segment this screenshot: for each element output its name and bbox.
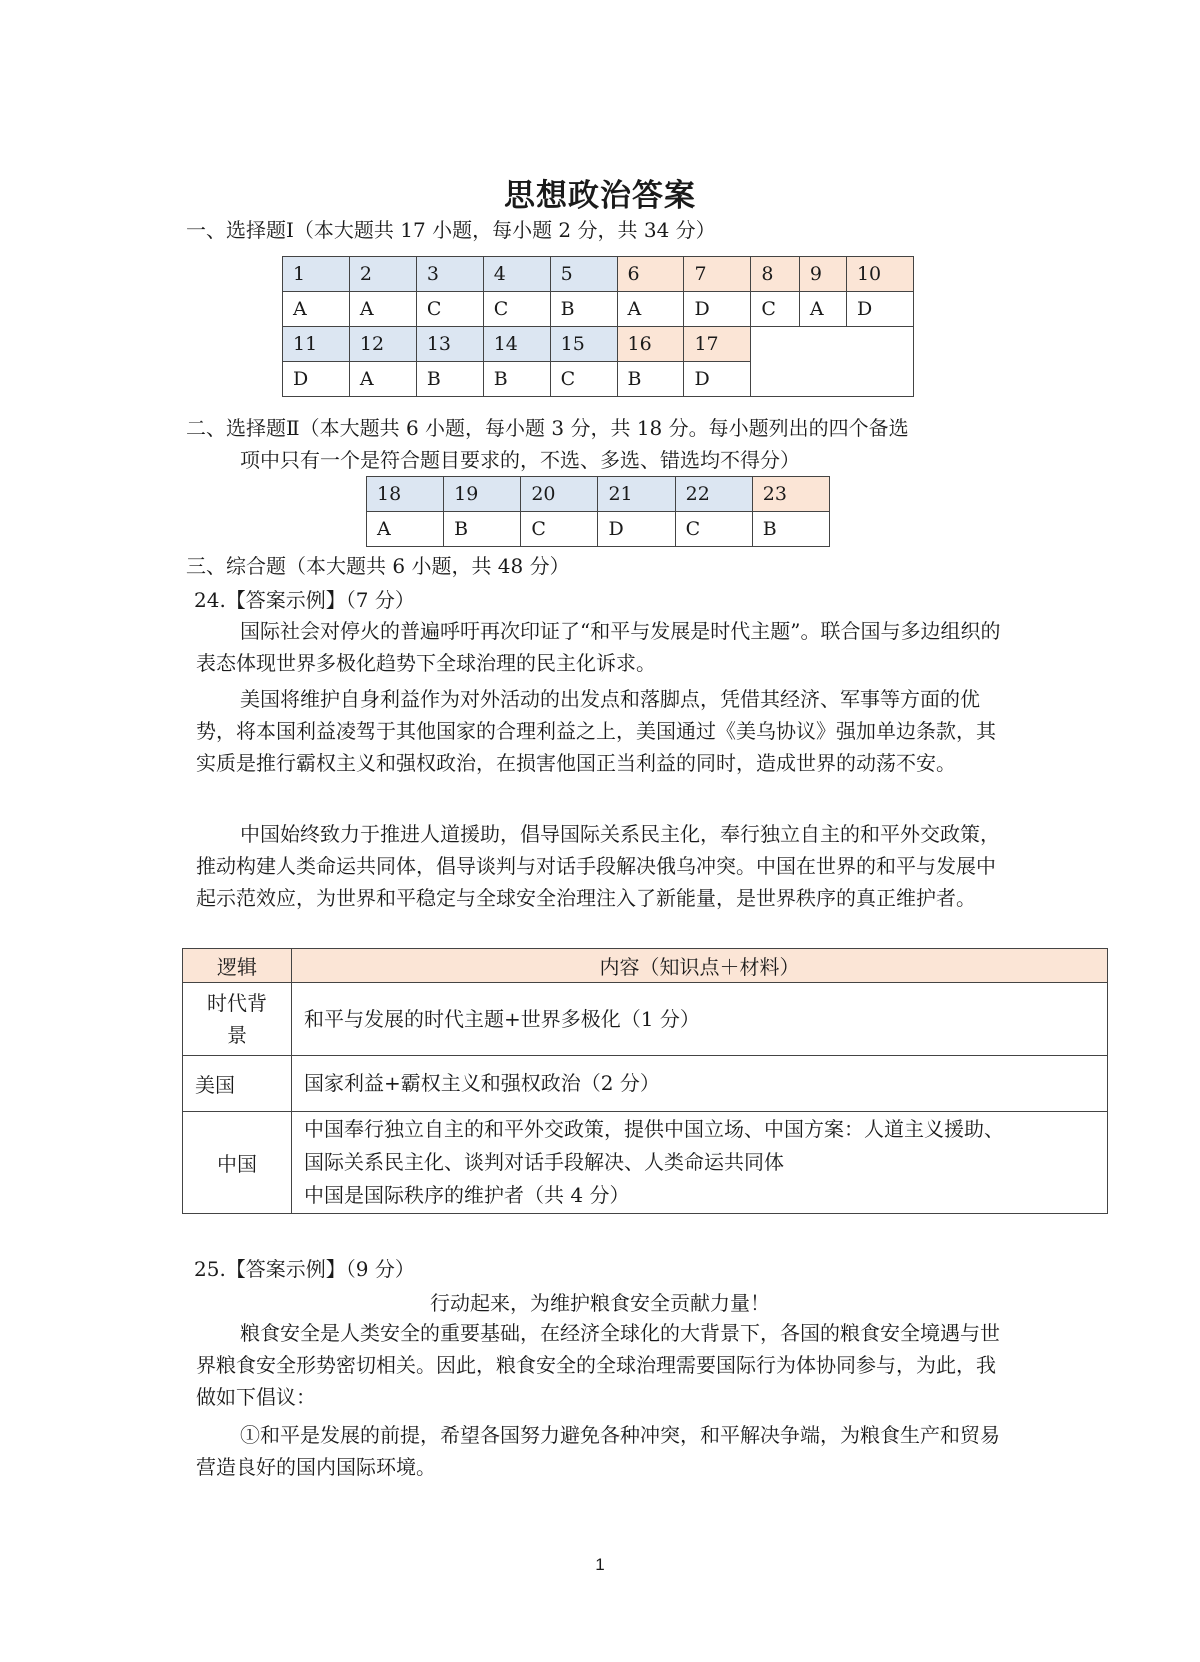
answer-cell: D [283, 362, 350, 397]
answer-cell: D [684, 362, 751, 397]
answer-cell: A [617, 292, 684, 327]
question-number-cell: 19 [444, 477, 521, 512]
content-cell [292, 1112, 1108, 1214]
empty-cell [751, 327, 914, 397]
question-number-cell: 8 [751, 257, 800, 292]
page-number: 1 [595, 1555, 605, 1574]
question-number-cell: 4 [483, 257, 550, 292]
q24-paragraph: 国际社会对停火的普遍呼吁再次印证了“和平与发展是时代主题”。联合国与多边组织的表态体现世界多极化趋势下全球治理的民主化诉求。 [196, 619, 1001, 675]
q25-paragraph: 粮食安全是人类安全的重要基础，在经济全球化的大背景下，各国的粮食安全境遇与世界粮食安全形势密切相关。因此，粮食安全的全球治理需要国际行为体协同参与，为此，我做如下倡议： [196, 1321, 1000, 1409]
question-number-cell: 11 [283, 327, 350, 362]
answer-table-2 [366, 476, 830, 547]
logic-header-cell: 逻辑 [183, 949, 292, 983]
answer-cell: B [416, 362, 483, 397]
q24-label: 24.【答案示例】（7 分） [194, 588, 415, 612]
question-number-cell: 10 [846, 257, 913, 292]
question-number-cell: 23 [752, 477, 829, 512]
question-number-cell: 3 [416, 257, 483, 292]
answer-cell: A [349, 292, 416, 327]
answer-cell: D [684, 292, 751, 327]
answer-cell: D [846, 292, 913, 327]
answer-cell: C [416, 292, 483, 327]
table-row [183, 1112, 1108, 1214]
table-row [367, 512, 830, 547]
question-number-cell: 15 [550, 327, 617, 362]
q25-label: 25.【答案示例】（9 分） [194, 1257, 415, 1281]
answer-cell: C [675, 512, 752, 547]
content-cell-line: 国际关系民主化、谈判对话手段解决、人类命运共同体 [304, 1150, 784, 1174]
answer-cell: B [752, 512, 829, 547]
table-row [283, 327, 914, 362]
question-number-cell: 14 [483, 327, 550, 362]
logic-cell-line: 时代背 [207, 991, 267, 1015]
question-number-cell: 20 [521, 477, 598, 512]
table-row [367, 477, 830, 512]
table-row [183, 949, 1108, 983]
question-number-cell: 22 [675, 477, 752, 512]
content-cell-line: 中国奉行独立自主的和平外交政策，提供中国立场、中国方案：人道主义援助、 [304, 1117, 1004, 1141]
question-number-cell: 18 [367, 477, 444, 512]
question-number-cell: 12 [349, 327, 416, 362]
logic-table [182, 948, 1108, 1214]
content-cell-line: 中国是国际秩序的维护者（共 4 分） [304, 1183, 630, 1207]
answer-cell: D [598, 512, 675, 547]
table-row [183, 1056, 1108, 1112]
answer-cell: A [349, 362, 416, 397]
answer-cell: B [483, 362, 550, 397]
q24-paragraph: 美国将维护自身利益作为对外活动的出发点和落脚点，凭借其经济、军事等方面的优势，将本国利益凌驾于其他国家的合理利益之上，美国通过《美乌协议》强加单边条款，其实质是推行霸权主义和强权政治，在损害他国正当利益的同时，造成世界的动荡不安。 [196, 687, 996, 775]
content-cell: 国家利益+霸权主义和强权政治（2 分） [292, 1056, 1108, 1112]
table-row [183, 983, 1108, 1056]
logic-cell [183, 983, 292, 1056]
answer-cell: B [617, 362, 684, 397]
table-row [283, 292, 914, 327]
q25-subtitle: 行动起来，为维护粮食安全贡献力量！ [430, 1291, 770, 1315]
question-number-cell: 1 [283, 257, 350, 292]
logic-cell: 中国 [183, 1112, 292, 1214]
answer-cell: A [283, 292, 350, 327]
section2-heading-line2: 项中只有一个是符合题目要求的，不选、多选、错选均不得分） [240, 448, 800, 472]
question-number-cell: 17 [684, 327, 751, 362]
q24-paragraph: 中国始终致力于推进人道援助，倡导国际关系民主化，奉行独立自主的和平外交政策，推动构建人类命运共同体，倡导谈判与对话手段解决俄乌冲突。中国在世界的和平与发展中起示范效应，为世界和平稳定与全球安全治理注入了新能量，是世界秩序的真正维护者。 [196, 822, 1000, 910]
question-number-cell: 9 [799, 257, 846, 292]
answer-cell: B [550, 292, 617, 327]
content-cell: 和平与发展的时代主题+世界多极化（1 分） [292, 983, 1108, 1056]
question-number-cell: 7 [684, 257, 751, 292]
answer-cell: C [483, 292, 550, 327]
answer-cell: C [521, 512, 598, 547]
answer-cell: C [751, 292, 800, 327]
answer-cell: B [444, 512, 521, 547]
section1-heading: 一、选择题Ⅰ（本大题共 17 小题，每小题 2 分，共 34 分） [186, 218, 716, 242]
question-number-cell: 21 [598, 477, 675, 512]
q25-paragraph: ①和平是发展的前提，希望各国努力避免各种冲突，和平解决争端，为粮食生产和贸易营造良好的国内国际环境。 [196, 1423, 1000, 1479]
logic-cell-line: 景 [227, 1023, 247, 1047]
logic-cell: 美国 [183, 1056, 292, 1112]
question-number-cell: 16 [617, 327, 684, 362]
answer-cell: A [367, 512, 444, 547]
answer-table-1 [282, 256, 914, 397]
content-header-cell: 内容（知识点＋材料） [292, 949, 1108, 983]
question-number-cell: 2 [349, 257, 416, 292]
question-number-cell: 5 [550, 257, 617, 292]
page-title: 思想政治答案 [504, 178, 696, 214]
section2-heading-line1: 二、选择题Ⅱ（本大题共 6 小题，每小题 3 分，共 18 分。每小题列出的四个备选 [186, 416, 909, 440]
answer-cell: A [799, 292, 846, 327]
answer-cell: C [550, 362, 617, 397]
section3-heading: 三、综合题（本大题共 6 小题，共 48 分） [186, 554, 570, 578]
table-row [283, 257, 914, 292]
question-number-cell: 13 [416, 327, 483, 362]
question-number-cell: 6 [617, 257, 684, 292]
